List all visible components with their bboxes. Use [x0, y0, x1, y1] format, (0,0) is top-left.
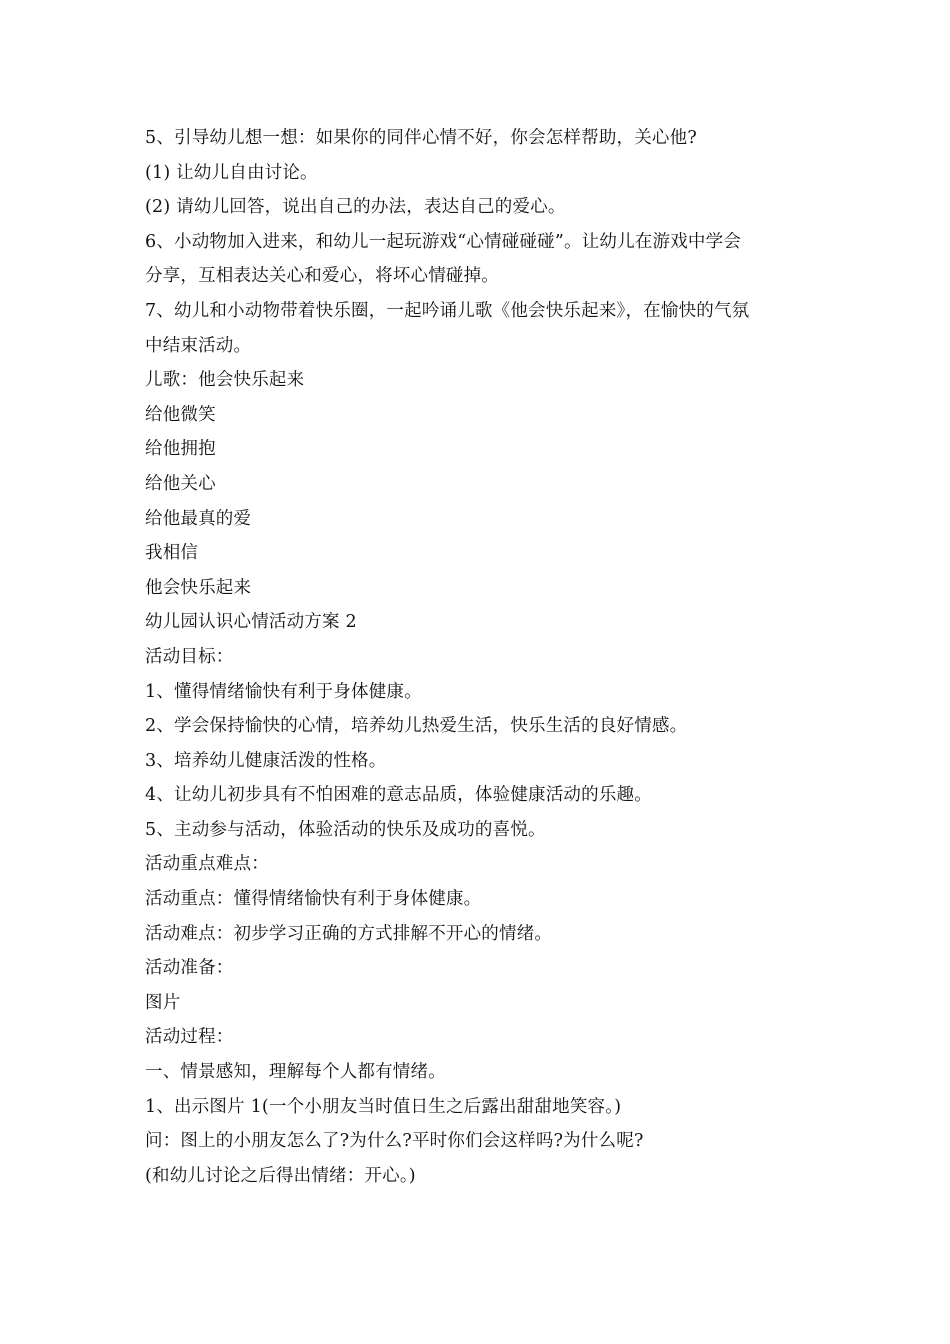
step-6-line-2: 分享，互相表达关心和爱心，将坏心情碰掉。 — [145, 266, 499, 287]
preparation-heading: 活动准备： — [145, 958, 234, 979]
document-body — [145, 121, 815, 1193]
song-verse: 给他拥抱 — [145, 439, 216, 460]
step-5-line: 5、引导幼儿想一想：如果你的同伴心情不好，你会怎样帮助，关心他? — [145, 128, 697, 148]
song-verse: 给他最真的爱 — [145, 508, 252, 529]
goal-item: 4、让幼儿初步具有不怕困难的意志品质，体验健康活动的乐趣。 — [145, 785, 652, 806]
process-heading: 活动过程： — [145, 1027, 234, 1048]
song-title: 儿歌：他会快乐起来 — [145, 370, 305, 391]
goal-item: 3、培养幼儿健康活泼的性格。 — [145, 750, 387, 771]
sub-item-2-line: (2) 请幼儿回答，说出自己的办法，表达自己的爱心。 — [145, 197, 566, 218]
goal-item: 1、懂得情绪愉快有利于身体健康。 — [145, 681, 422, 702]
process-step-1: 1、出示图片 1(一个小朋友当时值日生之后露出甜甜地笑容。) — [145, 1096, 622, 1117]
step-7-line-2: 中结束活动。 — [145, 335, 252, 356]
conclusion-line: (和幼儿讨论之后得出情绪：开心。) — [145, 1165, 416, 1186]
process-section-1: 一、情景感知，理解每个人都有情绪。 — [145, 1062, 446, 1083]
difficulty-line: 活动难点：初步学习正确的方式排解不开心的情绪。 — [145, 923, 553, 944]
key-point-line: 活动重点：懂得情绪愉快有利于身体健康。 — [145, 889, 482, 910]
song-verse: 给他关心 — [145, 473, 216, 494]
preparation-item: 图片 — [145, 992, 181, 1013]
goals-heading: 活动目标： — [145, 646, 234, 667]
question-line: 问：图上的小朋友怎么了?为什么?平时你们会这样吗?为什么呢? — [145, 1131, 644, 1152]
sub-item-1-line: (1) 让幼儿自由讨论。 — [145, 162, 318, 183]
song-verse: 他会快乐起来 — [145, 577, 252, 598]
song-verse: 我相信 — [145, 543, 199, 564]
step-6-line-1: 6、小动物加入进来，和幼儿一起玩游戏“心情碰碰碰”。让幼儿在游戏中学会 — [145, 231, 742, 252]
song-verse: 给他微笑 — [145, 404, 216, 425]
goal-item: 2、学会保持愉快的心情，培养幼儿热爱生活，快乐生活的良好情感。 — [145, 716, 688, 737]
step-7-line-1: 7、幼儿和小动物带着快乐圈，一起吟诵儿歌《他会快乐起来》，在愉快的气氛 — [145, 300, 750, 321]
key-points-heading: 活动重点难点： — [145, 854, 269, 875]
plan-2-title: 幼儿园认识心情活动方案 2 — [145, 612, 357, 633]
goal-item: 5、主动参与活动，体验活动的快乐及成功的喜悦。 — [145, 819, 546, 840]
